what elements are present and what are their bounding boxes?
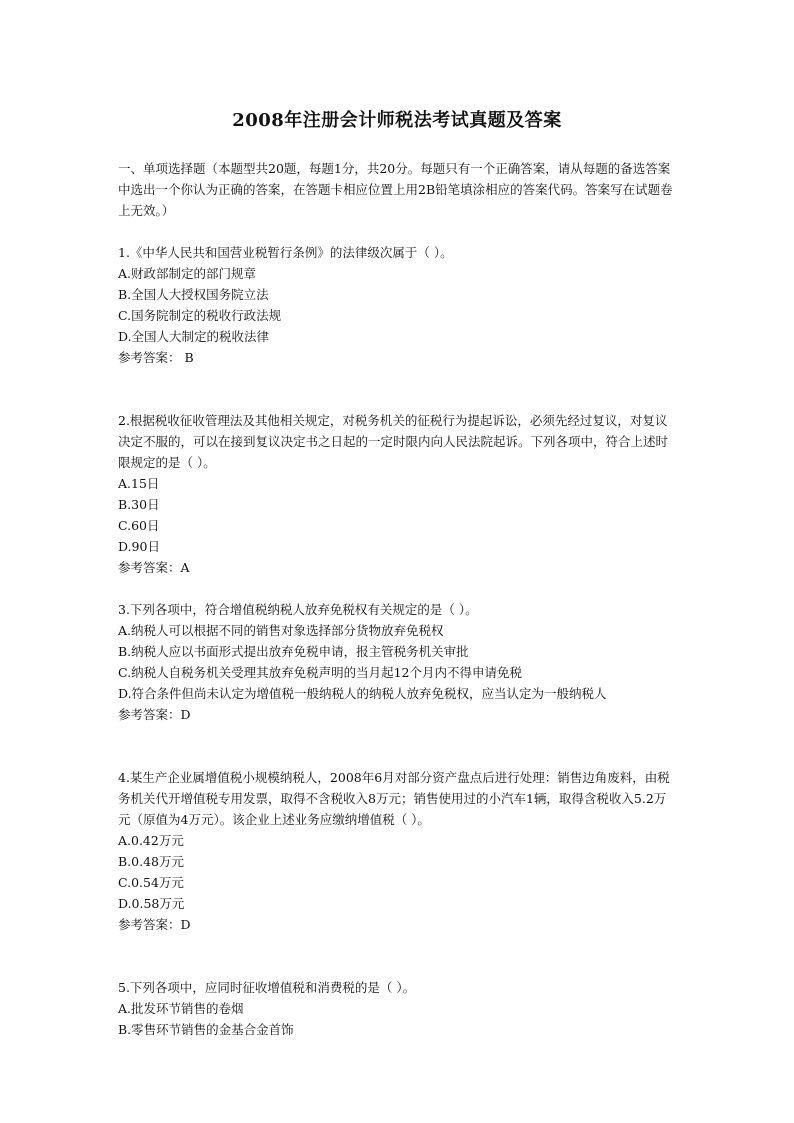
- question-block: [118, 410, 678, 578]
- question-option: D.符合条件但尚未认定为增值税一般纳税人的纳税人放弃免税权，应当认定为一般纳税人: [118, 686, 607, 701]
- question-answer: 参考答案：A: [118, 560, 190, 575]
- question-option: C.纳税人自税务机关受理其放弃免税声明的当月起12个月内不得申请免税: [118, 665, 522, 680]
- question-option: A.0.42万元: [118, 833, 184, 848]
- question-stem: 5.下列各项中，应同时征收增值税和消费税的是（ ）。: [118, 980, 416, 995]
- question-option: D.全国人大制定的税收法律: [118, 329, 270, 344]
- question-option: B.全国人大授权国务院立法: [118, 287, 269, 302]
- question-block: [118, 242, 678, 368]
- question-answer: 参考答案： B: [118, 350, 194, 365]
- question-block: [118, 599, 678, 725]
- question-answer: 参考答案：D: [118, 917, 191, 932]
- document-body: [118, 158, 678, 1040]
- question-option: A.批发环节销售的卷烟: [118, 1001, 244, 1016]
- question-block: [118, 767, 678, 935]
- question-stem: 1.《中华人民共和国营业税暂行条例》的法律级次属于（ ）。: [118, 245, 453, 260]
- question-option: B.0.48万元: [118, 854, 184, 869]
- question-answer: 参考答案：D: [118, 707, 191, 722]
- question-stem: 4.某生产企业属增值税小规模纳税人，2008年6月对部分资产盘点后进行处理：销售边角废料，由税务机关代开增值税专用发票，取得不含税收入8万元；销售使用过的小汽车1辆，取得含税收入5.2万元（原值为4万元）。该企业上述业务应缴纳增值税（ ）。: [118, 770, 670, 827]
- question-option: B.30日: [118, 497, 160, 512]
- question-option: D.90日: [118, 539, 160, 554]
- question-stem: 2.根据税收征收管理法及其他相关规定，对税务机关的征税行为提起诉讼，必须先经过复议，对复议决定不服的，可以在接到复议决定书之日起的一定时限内向人民法院起诉。下列各项中，符合上述时限规定的是（ ）。: [118, 413, 669, 470]
- question-option: D.0.58万元: [118, 896, 185, 911]
- question-stem: 3.下列各项中，符合增值税纳税人放弃免税权有关规定的是（ ）。: [118, 602, 478, 617]
- question-option: A.纳税人可以根据不同的销售对象选择部分货物放弃免税权: [118, 623, 444, 638]
- question-block: [118, 977, 678, 1040]
- question-option: C.60日: [118, 518, 160, 533]
- question-option: B.零售环节销售的金基合金首饰: [118, 1022, 294, 1037]
- question-option: A.财政部制定的部门规章: [118, 266, 257, 281]
- question-option: C.0.54万元: [118, 875, 184, 890]
- section-intro: 一、单项选择题（本题型共20题，每题1分，共20分。每题只有一个正确答案，请从每题的备选答案中选出一个你认为正确的答案，在答题卡相应位置上用2B铅笔填涂相应的答案代码。答案写在试题卷上无效。）: [118, 161, 673, 218]
- question-option: A.15日: [118, 476, 160, 491]
- question-option: B.纳税人应以书面形式提出放弃免税申请，报主管税务机关审批: [118, 644, 469, 659]
- document-title: 2008年注册会计师税法考试真题及答案: [232, 110, 562, 131]
- question-option: C.国务院制定的税收行政法规: [118, 308, 282, 323]
